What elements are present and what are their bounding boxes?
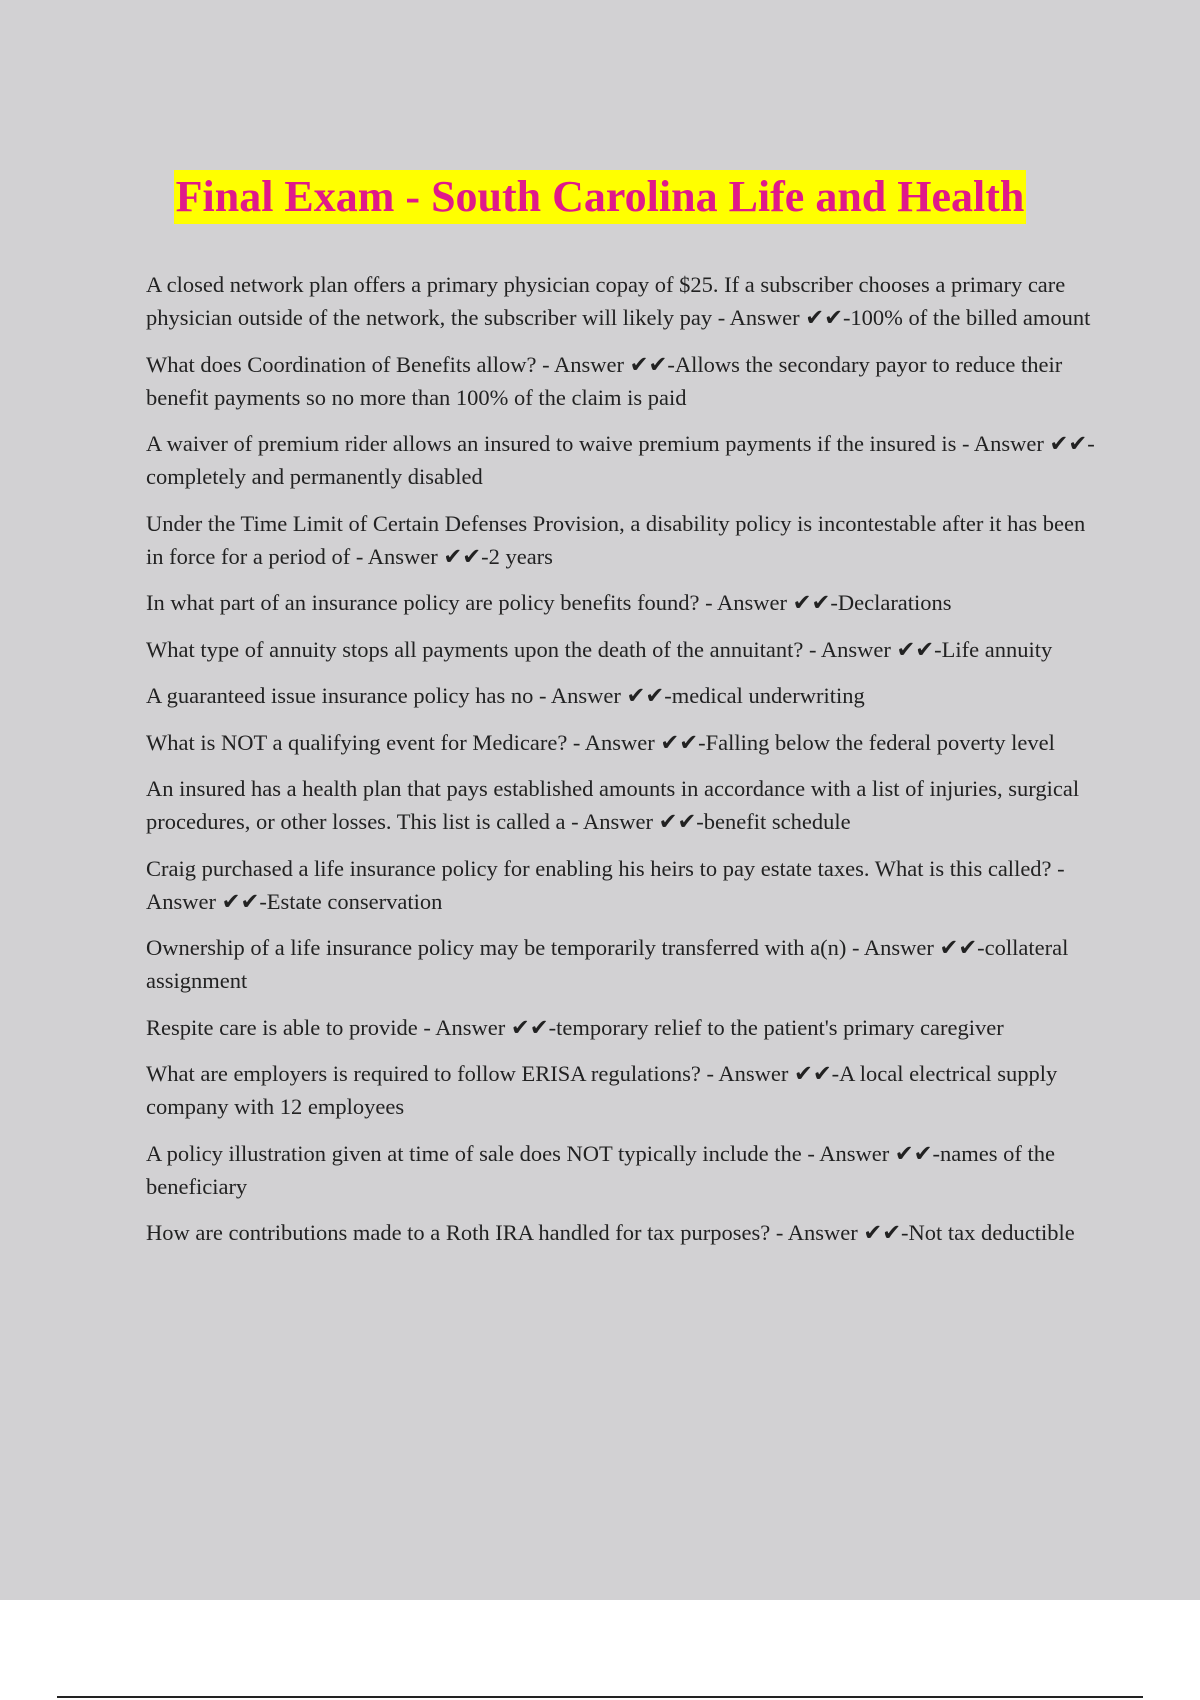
qa-item: An insured has a health plan that pays established amounts in accordance with a list of injuries, surgical procedures, or other losses. This list is called a - Answer ✔✔-benefit schedule — [146, 776, 1080, 834]
qa-item: A waiver of premium rider allows an insured to waive premium payments if the insured is - Answer ✔✔-completely and permanently disabled — [146, 431, 1095, 489]
qa-item: In what part of an insurance policy are policy benefits found? - Answer ✔✔-Declarations — [146, 590, 952, 615]
qa-item: What are employers is required to follow ERISA regulations? - Answer ✔✔-A local electrical supply company with 12 employees — [146, 1061, 1058, 1119]
qa-item: Ownership of a life insurance policy may be temporarily transferred with a(n) - Answer ✔✔-collateral assignment — [146, 935, 1069, 993]
footer-divider — [57, 1696, 1143, 1698]
qa-item: How are contributions made to a Roth IRA handled for tax purposes? - Answer ✔✔-Not tax deductible — [146, 1220, 1075, 1245]
qa-item: What type of annuity stops all payments upon the death of the annuitant? - Answer ✔✔-Life annuity — [146, 636, 1053, 662]
qa-item: A policy illustration given at time of sale does NOT typically include the - Answer ✔✔-names of the beneficiary — [146, 1140, 1055, 1199]
page-title: Final Exam - South Carolina Life and Health — [174, 170, 1027, 224]
qa-item: Respite care is able to provide - Answer ✔✔-temporary relief to the patient's primary caregiver — [146, 1014, 1004, 1040]
qa-item: What does Coordination of Benefits allow? - Answer ✔✔-Allows the secondary payor to reduce their benefit payments so no more than 100% of the claim is paid — [146, 351, 1063, 410]
qa-item: A guaranteed issue insurance policy has no - Answer ✔✔-medical underwriting — [146, 683, 865, 708]
title-container — [0, 170, 1200, 224]
qa-item: What is NOT a qualifying event for Medicare? - Answer ✔✔-Falling below the federal poverty level — [146, 729, 1055, 755]
qa-list — [146, 268, 1096, 1263]
qa-item: Under the Time Limit of Certain Defenses Provision, a disability policy is incontestable after it has been in force for a period of - Answer ✔✔-2 years — [146, 510, 1086, 569]
qa-item: A closed network plan offers a primary physician copay of $25. If a subscriber chooses a primary care physician outside of the network, the subscriber will likely pay - Answer ✔✔-100% of the billed amount — [146, 272, 1091, 330]
qa-item: Craig purchased a life insurance policy for enabling his heirs to pay estate taxes. What is this called? - Answer ✔✔-Estate conservation — [146, 855, 1065, 914]
